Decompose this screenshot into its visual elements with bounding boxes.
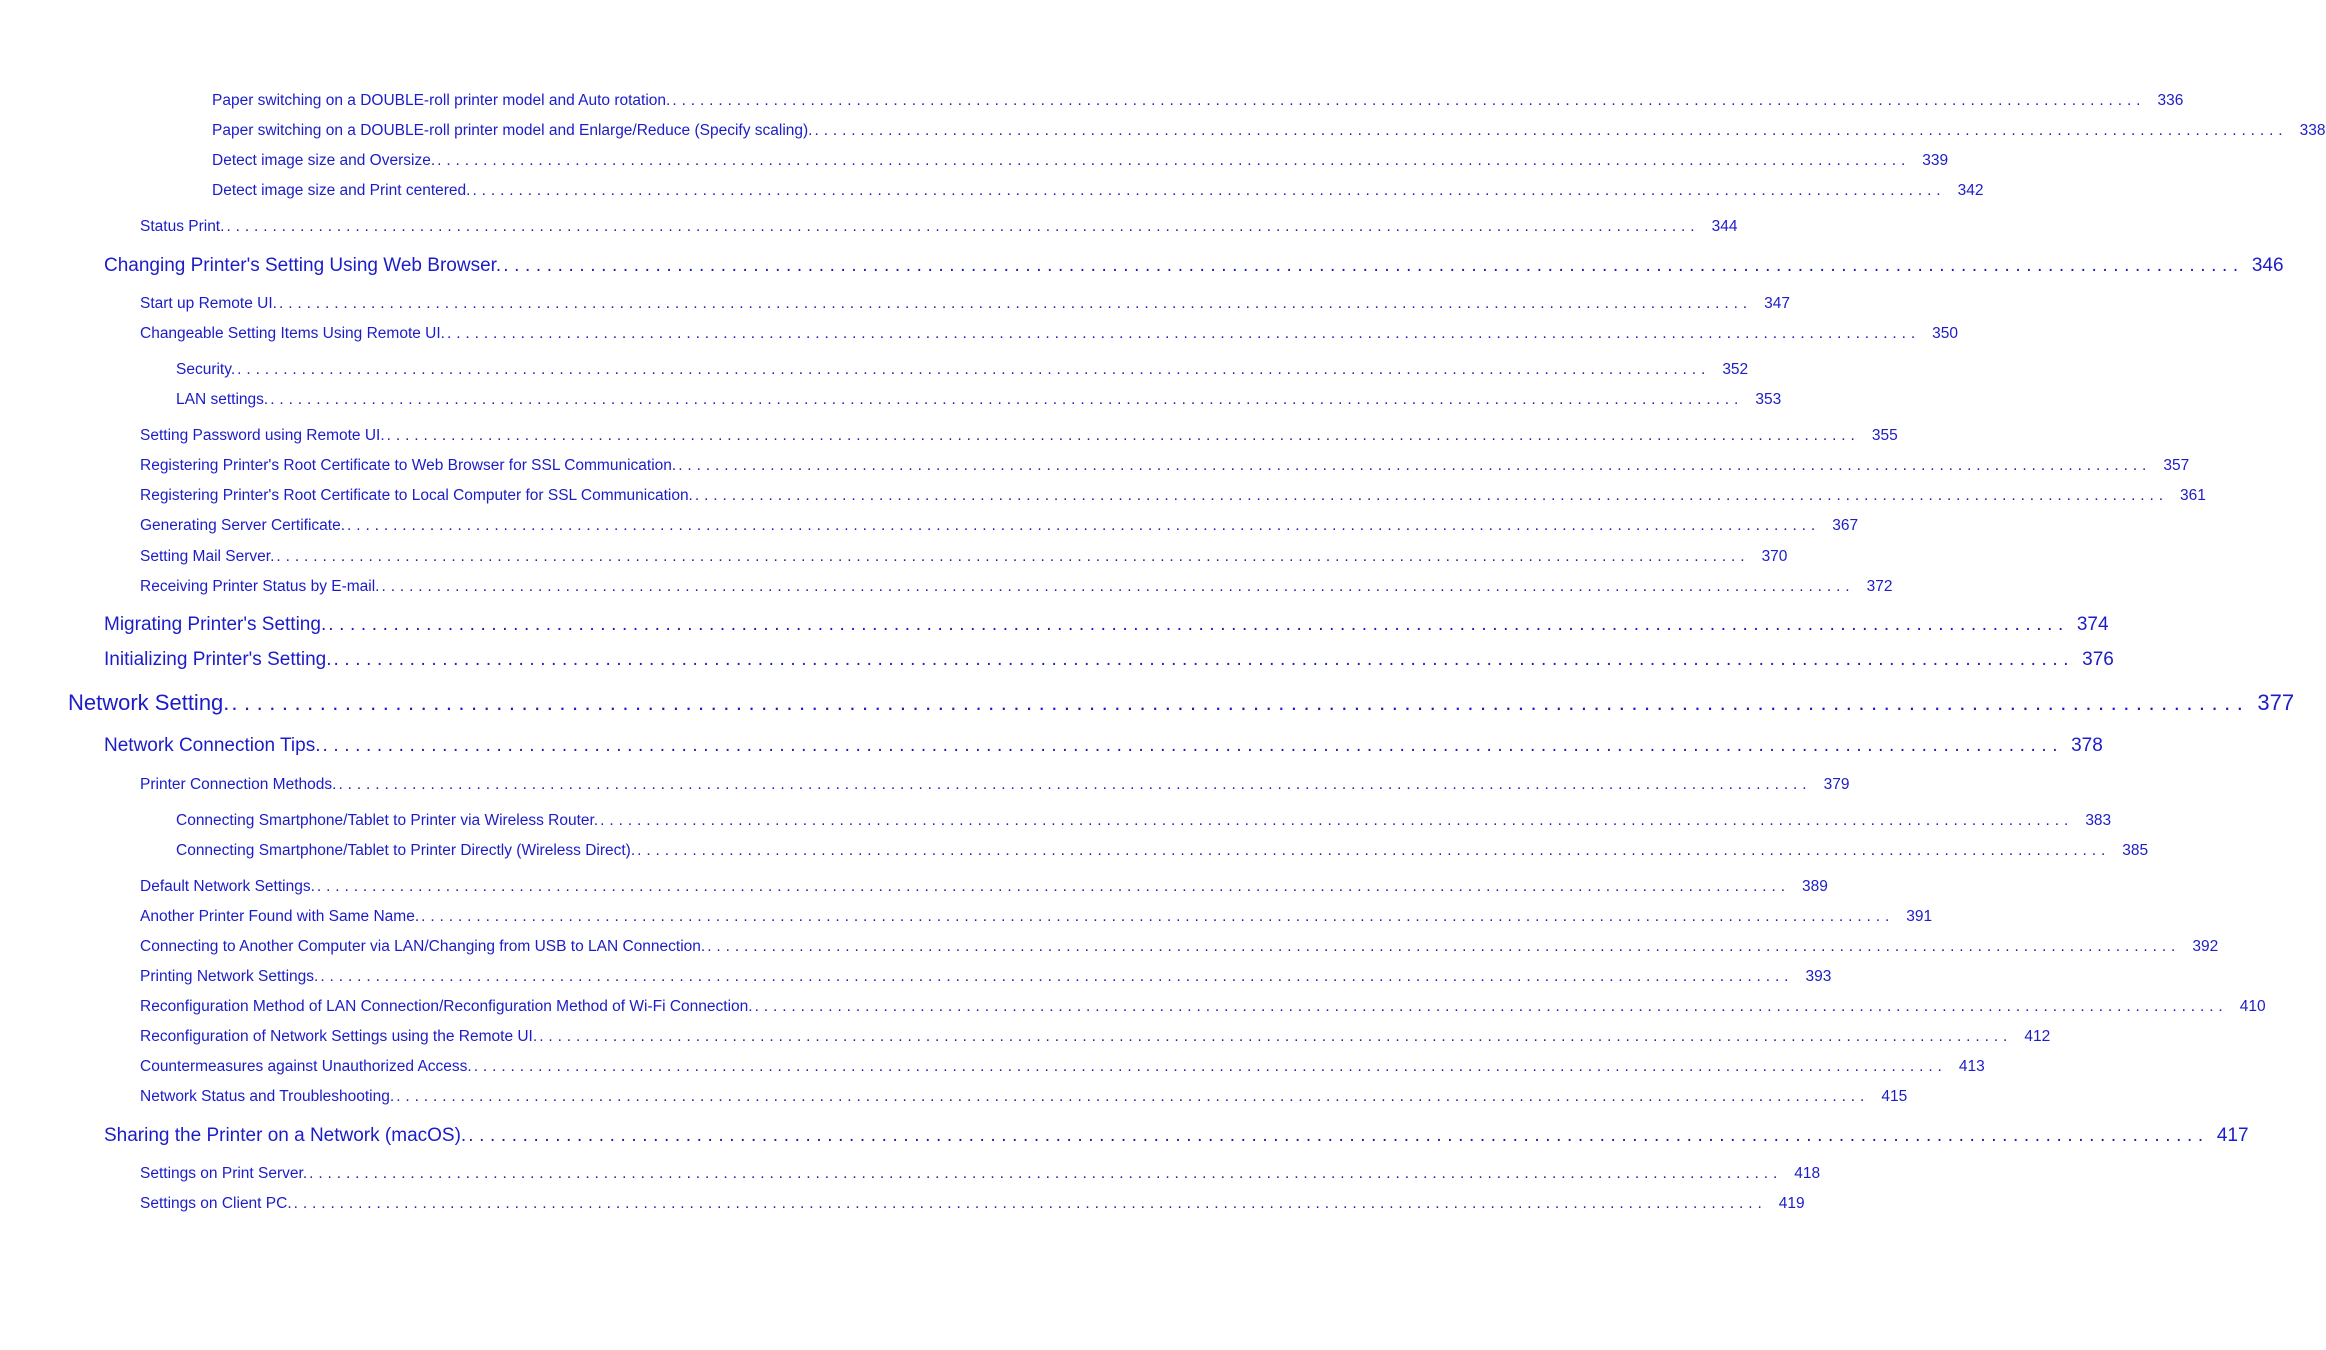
toc-entry-title: Status Print. xyxy=(140,218,225,235)
toc-entry-page: 417 xyxy=(2216,1125,2249,1146)
toc-entry[interactable] xyxy=(140,1087,1908,1107)
toc-entry-page: 367 xyxy=(1832,517,1859,534)
toc-entry-title: Setting Password using Remote UI. xyxy=(140,427,385,444)
dot-leader: ................................................................................................................................................................ xyxy=(437,152,1911,169)
toc-entry-page: 415 xyxy=(1881,1088,1908,1105)
dot-leader: ................................................................................................................................................................ xyxy=(468,1125,2209,1146)
toc-entry-title: Connecting Smartphone/Tablet to Printer via Wireless Router. xyxy=(176,812,599,829)
toc-entry-page: 339 xyxy=(1922,152,1949,169)
dot-leader: ................................................................................................................................................................ xyxy=(309,1165,1783,1182)
dot-leader: ................................................................................................................................................................ xyxy=(672,92,2146,109)
dot-leader: ................................................................................................................................................................ xyxy=(231,690,2250,715)
toc-entry-title: Changing Printer's Setting Using Web Browser. xyxy=(104,255,502,276)
toc-entry-title: Start up Remote UI. xyxy=(140,295,277,312)
toc-entry-title: Reconfiguration Method of LAN Connection/Reconfiguration Method of Wi-Fi Connection. xyxy=(140,998,753,1015)
toc-entry-title: Detect image size and Print centered. xyxy=(212,182,471,199)
dot-leader: ................................................................................................................................................................ xyxy=(237,361,1711,378)
toc-entry-page: 378 xyxy=(2071,735,2103,756)
toc-entry[interactable] xyxy=(140,877,1828,897)
toc-entry-title: Security. xyxy=(176,361,236,378)
toc-entry[interactable] xyxy=(140,324,1959,344)
toc-entry-page: 338 xyxy=(2299,122,2326,139)
toc-entry-page: 347 xyxy=(1764,295,1791,312)
toc-entry-title: Another Printer Found with Same Name. xyxy=(140,908,420,925)
toc-entry-title: Setting Mail Server. xyxy=(140,548,275,565)
toc-entry-title: Paper switching on a DOUBLE-roll printer model and Auto rotation. xyxy=(212,92,671,109)
toc-entry[interactable] xyxy=(140,1164,1821,1184)
dot-leader: ................................................................................................................................................................ xyxy=(328,614,2069,635)
toc-entry[interactable] xyxy=(140,967,1832,987)
toc-entry[interactable] xyxy=(140,937,2219,957)
toc-entry-title: Paper switching on a DOUBLE-roll printer model and Enlarge/Reduce (Specify scaling). xyxy=(212,122,813,139)
dot-leader: ................................................................................................................................................................ xyxy=(322,735,2064,756)
dot-leader: ................................................................................................................................................................ xyxy=(396,1088,1870,1105)
dot-leader: ................................................................................................................................................................ xyxy=(814,122,2288,139)
toc-entry-title: Network Connection Tips. xyxy=(104,735,321,756)
dot-leader: ................................................................................................................................................................ xyxy=(473,1058,1947,1075)
toc-entry-title: Connecting Smartphone/Tablet to Printer Directly (Wireless Direct). xyxy=(176,842,636,859)
toc-entry-page: 346 xyxy=(2251,255,2284,276)
dot-leader: ................................................................................................................................................................ xyxy=(270,391,1744,408)
toc-entry-page: 413 xyxy=(1958,1058,1985,1075)
dot-leader: ................................................................................................................................................................ xyxy=(637,842,2111,859)
toc-entry-page: 418 xyxy=(1794,1165,1821,1182)
toc-entry-page: 350 xyxy=(1932,325,1959,342)
toc-entry[interactable] xyxy=(212,121,2326,141)
toc-entry[interactable] xyxy=(176,811,2112,831)
toc-entry-title: Settings on Print Server. xyxy=(140,1165,308,1182)
toc-entry-page: 389 xyxy=(1802,878,1828,895)
toc-entry-title: Printing Network Settings. xyxy=(140,968,319,985)
toc-entry[interactable] xyxy=(140,547,1788,567)
dot-leader: ................................................................................................................................................................ xyxy=(503,255,2244,276)
toc-entry-page: 383 xyxy=(2085,812,2112,829)
toc-entry-title: Registering Printer's Root Certificate to Local Computer for SSL Communication. xyxy=(140,487,693,504)
toc-entry-title: Reconfiguration of Network Settings using the Remote UI. xyxy=(140,1028,538,1045)
toc-entry-title: Changeable Setting Items Using Remote UI. xyxy=(140,325,445,342)
toc-entry-title: Sharing the Printer on a Network (macOS). xyxy=(104,1125,467,1146)
toc-entry[interactable] xyxy=(140,426,1898,446)
toc-entry[interactable] xyxy=(140,907,1933,927)
dot-leader: ................................................................................................................................................................ xyxy=(447,325,1921,342)
toc-entry[interactable] xyxy=(104,613,2109,637)
toc-entry-title: Printer Connection Methods. xyxy=(140,776,337,793)
toc-entry-page: 393 xyxy=(1805,968,1832,985)
toc-entry[interactable] xyxy=(140,217,1738,237)
toc-entry-title: Registering Printer's Root Certificate to Web Browser for SSL Communication. xyxy=(140,457,677,474)
toc-entry[interactable] xyxy=(176,841,2149,861)
toc-entry-page: 344 xyxy=(1711,218,1738,235)
dot-leader: ................................................................................................................................................................ xyxy=(600,812,2074,829)
toc-entry-title: Network Status and Troubleshooting. xyxy=(140,1088,395,1105)
toc-entry-page: 353 xyxy=(1755,391,1782,408)
toc-entry-title: Receiving Printer Status by E-mail. xyxy=(140,578,380,595)
toc-entry-title: Initializing Printer's Setting. xyxy=(104,649,332,670)
dot-leader: ................................................................................................................................................................ xyxy=(472,182,1946,199)
toc-entry-title: LAN settings. xyxy=(176,391,269,408)
toc-entry-page: 391 xyxy=(1906,908,1933,925)
dot-leader: ................................................................................................................................................................ xyxy=(421,908,1895,925)
toc-entry-page: 379 xyxy=(1823,776,1850,793)
toc-entry[interactable] xyxy=(140,486,2206,506)
dot-leader: ................................................................................................................................................................ xyxy=(707,938,2181,955)
toc-entry-title: Settings on Client PC. xyxy=(140,1195,292,1212)
toc-entry[interactable] xyxy=(140,1194,1805,1214)
toc-entry-page: 419 xyxy=(1778,1195,1805,1212)
toc-entry-title: Network Setting. xyxy=(68,690,230,715)
toc-entry[interactable] xyxy=(176,360,1749,380)
toc-entry-page: 336 xyxy=(2157,92,2184,109)
toc-entry[interactable] xyxy=(68,689,2295,717)
toc-entry[interactable] xyxy=(104,1124,2249,1148)
toc-entry-title: Detect image size and Oversize. xyxy=(212,152,436,169)
dot-leader: ................................................................................................................................................................ xyxy=(320,968,1794,985)
dot-leader: ................................................................................................................................................................ xyxy=(381,578,1855,595)
dot-leader: ................................................................................................................................................................ xyxy=(278,295,1753,312)
toc-entry[interactable] xyxy=(140,516,1859,536)
dot-leader: ................................................................................................................................................................ xyxy=(276,548,1750,565)
dot-leader: ................................................................................................................................................................ xyxy=(386,427,1860,444)
toc-entry[interactable] xyxy=(140,456,2190,476)
dot-leader: ................................................................................................................................................................ xyxy=(333,649,2075,670)
toc-entry[interactable] xyxy=(212,181,1984,201)
toc-entry-page: 392 xyxy=(2192,938,2219,955)
toc-entry-page: 370 xyxy=(1761,548,1788,565)
toc-entry[interactable] xyxy=(104,254,2284,278)
toc-entry-page: 377 xyxy=(2257,690,2295,715)
toc-entry-title: Countermeasures against Unauthorized Access. xyxy=(140,1058,472,1075)
dot-leader: ................................................................................................................................................................ xyxy=(678,457,2152,474)
toc-entry-title: Migrating Printer's Setting. xyxy=(104,614,327,635)
toc-entry-title: Generating Server Certificate. xyxy=(140,517,346,534)
toc-entry-page: 372 xyxy=(1866,578,1893,595)
dot-leader: ................................................................................................................................................................ xyxy=(316,878,1790,895)
dot-leader: ................................................................................................................................................................ xyxy=(754,998,2228,1015)
toc-entry-page: 352 xyxy=(1722,361,1749,378)
toc-entry[interactable] xyxy=(212,151,1949,171)
toc-entry-page: 385 xyxy=(2122,842,2149,859)
toc-entry-page: 412 xyxy=(2024,1028,2051,1045)
dot-leader: ................................................................................................................................................................ xyxy=(338,776,1812,793)
toc-entry-page: 361 xyxy=(2180,487,2206,504)
toc-entry-title: Connecting to Another Computer via LAN/Changing from USB to LAN Connection. xyxy=(140,938,706,955)
dot-leader: ................................................................................................................................................................ xyxy=(226,218,1700,235)
toc-entry[interactable] xyxy=(140,775,1850,795)
toc-entry[interactable] xyxy=(140,997,2266,1017)
toc-entry[interactable] xyxy=(140,294,1791,314)
toc-entry[interactable] xyxy=(176,390,1782,410)
dot-leader: ................................................................................................................................................................ xyxy=(539,1028,2013,1045)
toc-entry[interactable] xyxy=(140,1027,2051,1047)
toc-entry-page: 357 xyxy=(2163,457,2190,474)
toc-entry[interactable] xyxy=(212,91,2184,111)
dot-leader: ................................................................................................................................................................ xyxy=(694,487,2168,504)
toc-entry[interactable] xyxy=(104,734,2103,758)
toc-entry-page: 376 xyxy=(2082,649,2114,670)
toc-entry[interactable] xyxy=(140,577,1893,597)
toc-entry-page: 374 xyxy=(2076,614,2109,635)
toc-entry-page: 342 xyxy=(1957,182,1984,199)
toc-entry[interactable] xyxy=(140,1057,1985,1077)
toc-entry[interactable] xyxy=(104,648,2114,672)
dot-leader: ................................................................................................................................................................ xyxy=(347,517,1821,534)
toc-entry-page: 355 xyxy=(1871,427,1898,444)
toc-entry-page: 410 xyxy=(2239,998,2266,1015)
toc-entry-title: Default Network Settings. xyxy=(140,878,315,895)
dot-leader: ................................................................................................................................................................ xyxy=(293,1195,1767,1212)
